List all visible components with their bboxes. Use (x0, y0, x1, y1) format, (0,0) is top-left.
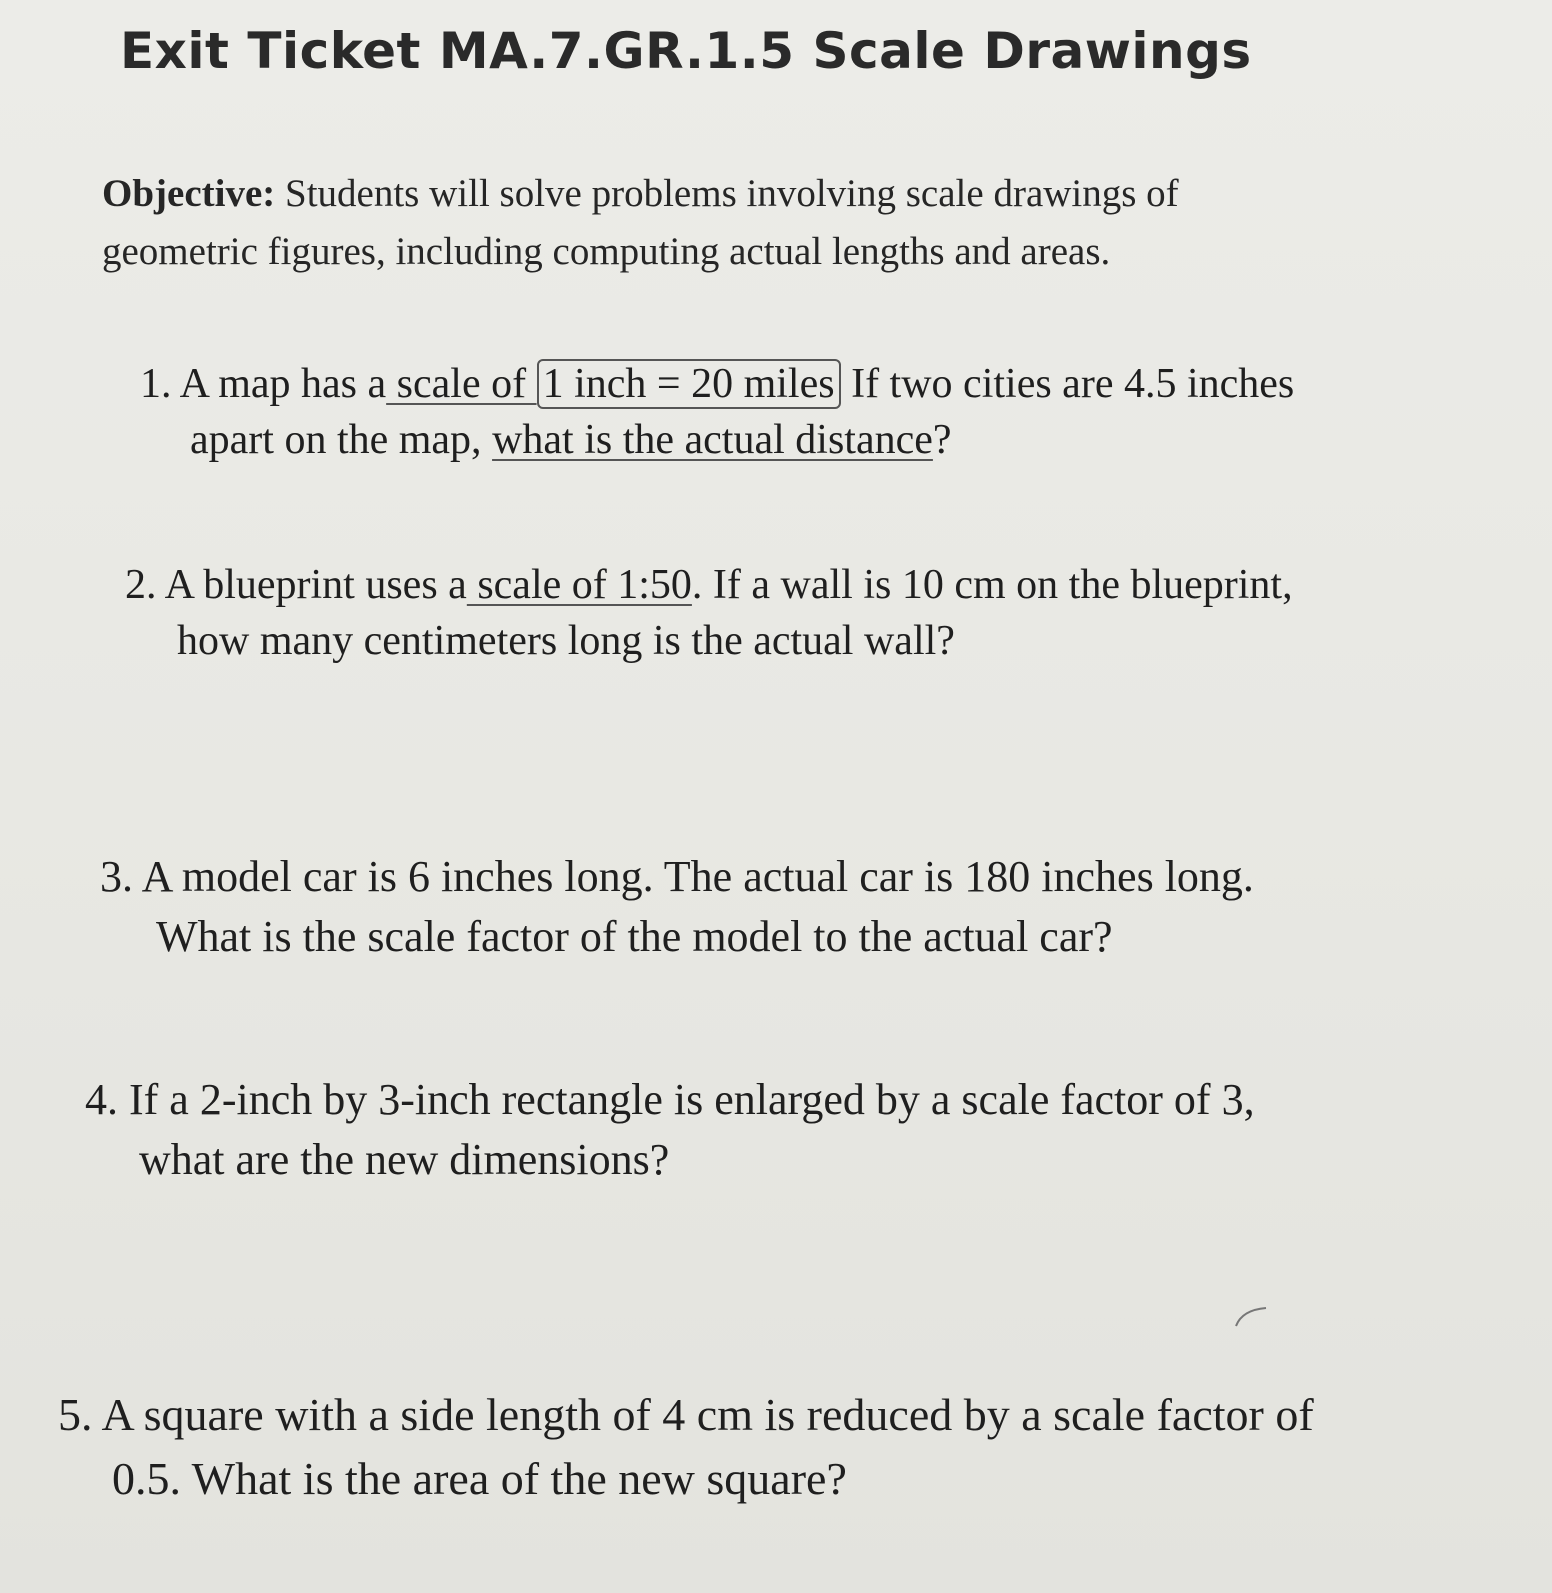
question-1-underlined-question: what is the actual distance (492, 417, 933, 463)
question-5-text: A square with a side length of 4 cm is reduced by a scale factor of (92, 1389, 1314, 1440)
question-2-line-2: how many centimeters long is the actual wall? (177, 618, 955, 664)
question-4 (85, 1070, 1255, 1190)
question-2 (125, 557, 1293, 669)
objective-label: Objective: (102, 172, 276, 215)
question-5-number: 5. (58, 1389, 93, 1440)
question-3-number: 3. (100, 852, 133, 901)
question-1-line-1 (140, 356, 1294, 412)
question-3-line-1 (100, 847, 1254, 907)
question-5-line-2: 0.5. What is the area of the new square? (112, 1453, 847, 1504)
objective-line-2: geometric figures, including computing actual lengths and areas. (102, 230, 1111, 273)
question-2-text-a: A blueprint uses a (156, 562, 467, 608)
question-1-number: 1. (140, 361, 172, 407)
question-2-text-c: . If a wall is 10 cm on the blueprint, (691, 562, 1293, 608)
objective-paragraph (102, 165, 1502, 281)
question-2-number: 2. (125, 562, 157, 608)
objective-line-1: Students will solve problems involving scale drawings of (275, 172, 1179, 215)
question-1-underlined-scale: scale of (386, 361, 537, 407)
question-4-number: 4. (85, 1075, 118, 1124)
question-1-line-2 (140, 412, 1294, 468)
question-1-text-a: A map has a (171, 361, 387, 407)
question-3-text: A model car is 6 inches long. The actual car is 180 inches long. (133, 852, 1254, 901)
question-1-text-d: If two cities are 4.5 inches (840, 361, 1295, 407)
question-4-text: If a 2-inch by 3-inch rectangle is enlarged by a scale factor of 3, (118, 1075, 1255, 1124)
question-1-text-f: ? (932, 417, 952, 463)
question-1-text-e: apart on the map, (190, 417, 493, 463)
question-3-line-2: What is the scale factor of the model to the actual car? (156, 912, 1113, 961)
question-5 (58, 1383, 1314, 1511)
question-1 (140, 356, 1294, 468)
question-1-boxed-scale: 1 inch = 20 miles (537, 359, 841, 409)
question-4-line-2: what are the new dimensions? (139, 1135, 670, 1184)
pen-stroke-mark (1232, 1302, 1272, 1332)
question-5-line-1 (58, 1383, 1314, 1447)
question-2-line-1 (125, 557, 1293, 613)
question-2-underlined-scale: scale of 1:50 (466, 562, 692, 608)
page-title: Exit Ticket MA.7.GR.1.5 Scale Drawings (120, 22, 1252, 80)
question-4-line-1 (85, 1070, 1255, 1130)
question-3 (100, 847, 1254, 967)
